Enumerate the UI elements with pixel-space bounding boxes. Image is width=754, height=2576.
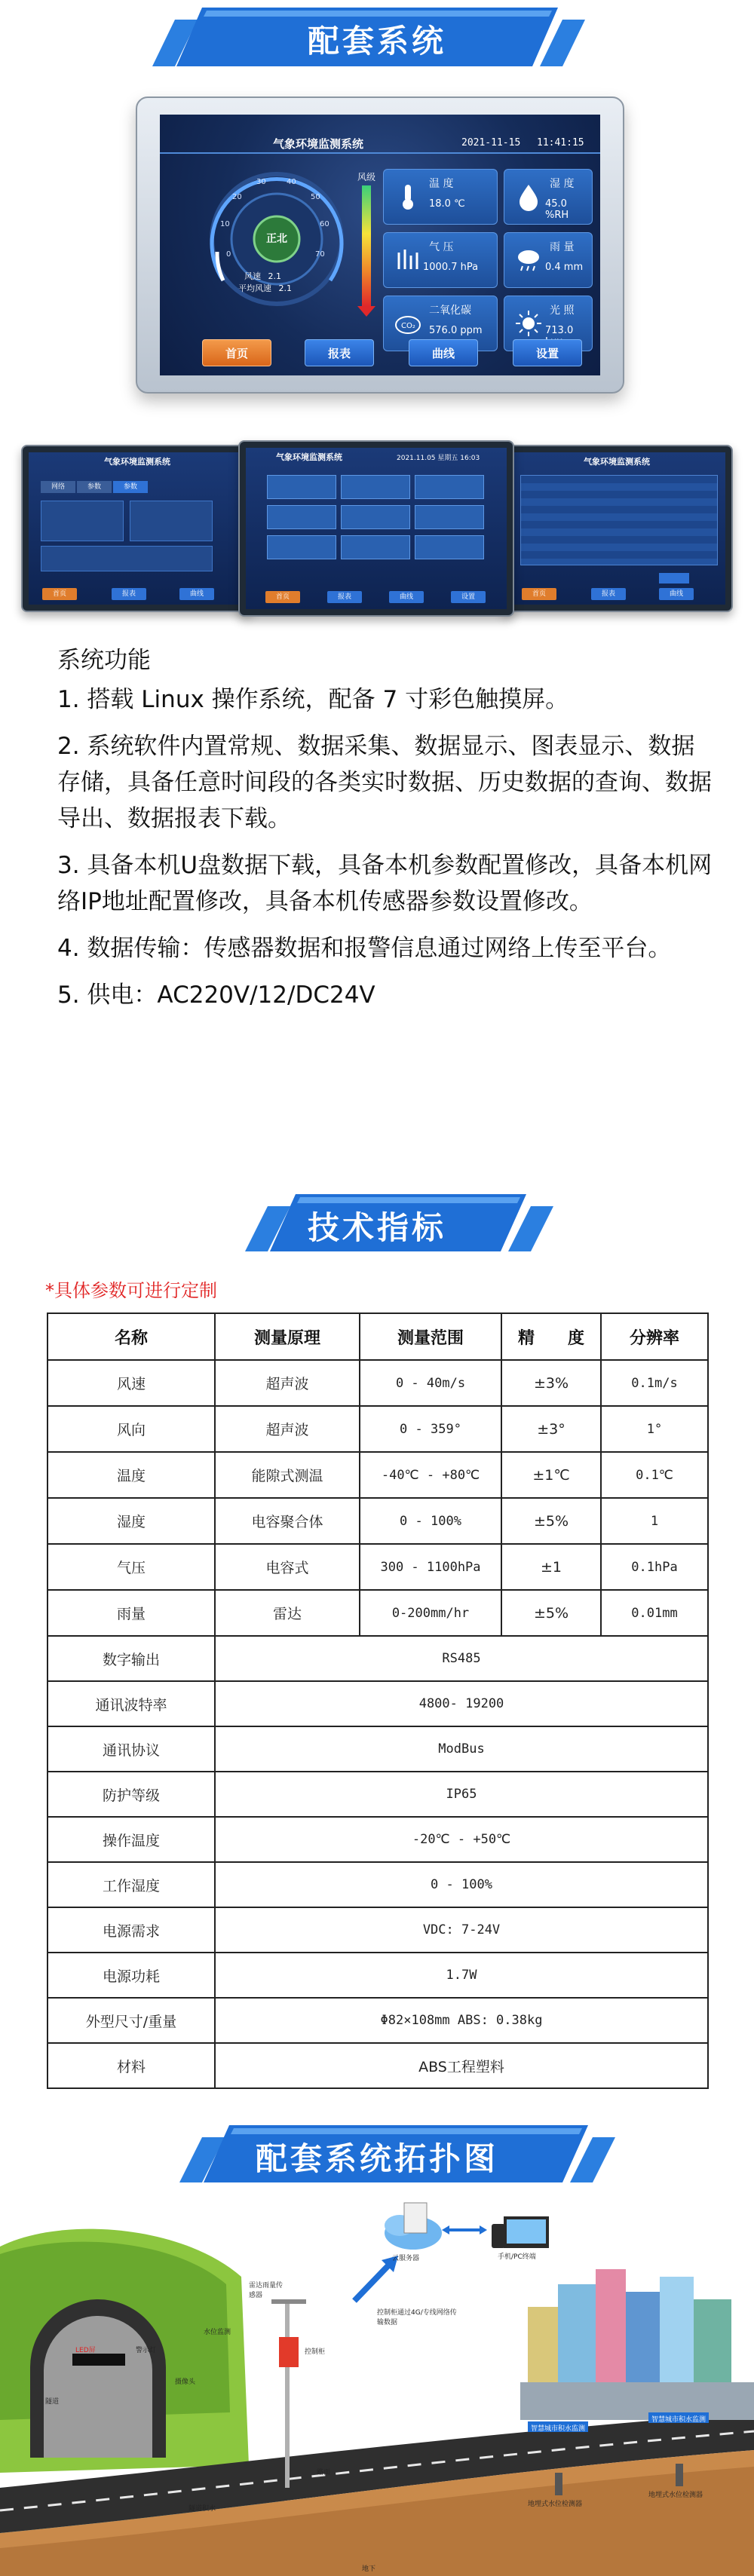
spec-header: 名称 xyxy=(48,1313,215,1360)
wind-level-label: 风级 xyxy=(357,172,376,182)
mini-title: 气象环境监测系统 xyxy=(276,452,342,462)
spec-cell: ±3% xyxy=(501,1360,601,1406)
spec-cell: 4800- 19200 xyxy=(215,1681,708,1726)
spec-cell: 超声波 xyxy=(215,1406,360,1452)
spec-cell: 0.1hPa xyxy=(601,1544,708,1590)
spec-cell: 1.7W xyxy=(215,1953,708,1998)
spec-cell: 操作温度 xyxy=(48,1817,215,1862)
section-banner-spec xyxy=(0,1184,754,1259)
spec-cell: 超声波 xyxy=(215,1360,360,1406)
spec-cell: ±5% xyxy=(501,1498,601,1544)
metric-value: 45.0 %RH xyxy=(545,198,569,221)
nav-button-home[interactable]: 首页 xyxy=(202,339,271,366)
avg-wind-value: 2.1 xyxy=(278,283,292,293)
mini-button[interactable]: 曲线 xyxy=(389,591,424,603)
water-sensor-label: 水位监测 xyxy=(204,2329,231,2336)
spec-header: 分辨率 xyxy=(601,1313,708,1360)
metric-name: 气 压 xyxy=(429,241,454,253)
spec-cell: 数字输出 xyxy=(48,1636,215,1681)
spec-cell: VDC: 7-24V xyxy=(215,1907,708,1953)
gauge-tick: 40 xyxy=(287,178,296,186)
spec-cell: 1 xyxy=(601,1498,708,1544)
cloud-server-label: 云服务器 xyxy=(392,2255,420,2262)
metric-name: 二氧化碳 xyxy=(429,305,471,317)
metric-name: 温 度 xyxy=(429,178,454,190)
tunnel-label: 隧道 xyxy=(45,2398,60,2406)
spec-cell: 雨量 xyxy=(48,1590,215,1636)
table-row xyxy=(48,1452,708,1498)
spec-table xyxy=(47,1313,709,2089)
tunnel-light-label: 警示灯 xyxy=(136,2347,157,2354)
spec-cell: 通讯协议 xyxy=(48,1726,215,1772)
gauge-tick: 30 xyxy=(256,178,266,186)
spec-cell: 300 - 1100hPa xyxy=(360,1544,501,1590)
spec-cell: 外型尺寸/重量 xyxy=(48,1998,215,2043)
spec-cell: -40℃ - +80℃ xyxy=(360,1452,501,1498)
co2-icon xyxy=(393,308,423,338)
mini-button[interactable]: 首页 xyxy=(265,591,300,603)
wind-speed-value: 2.1 xyxy=(268,271,281,281)
spec-cell: 1° xyxy=(601,1406,708,1452)
avg-wind-label: 平均风速 xyxy=(238,283,271,293)
spec-cell: 工作湿度 xyxy=(48,1862,215,1907)
mini-button[interactable]: 报表 xyxy=(591,588,626,600)
spec-cell: 电容聚合体 xyxy=(215,1498,360,1544)
spec-cell: 防护等级 xyxy=(48,1772,215,1817)
sun-icon xyxy=(513,308,544,338)
table-row xyxy=(48,1726,708,1772)
spec-cell: RS485 xyxy=(215,1636,708,1681)
controller-label: 控制柜 xyxy=(305,2348,326,2356)
table-row xyxy=(48,1817,708,1862)
metric-value: 18.0 ℃ xyxy=(429,198,465,210)
spec-cell: -20℃ - +50℃ xyxy=(215,1817,708,1862)
time-display: 11:41:15 xyxy=(537,137,584,149)
nav-button-settings[interactable]: 设置 xyxy=(513,339,582,366)
function-item: 5. 供电：AC220V/12/DC24V xyxy=(57,982,375,1009)
table-row xyxy=(48,1590,708,1636)
system-functions xyxy=(57,642,713,1013)
banner-title: 技术指标 xyxy=(307,1209,446,1246)
date-display: 2021-11-15 xyxy=(461,137,521,149)
spec-cell: 电源需求 xyxy=(48,1907,215,1953)
gauge-tick: 10 xyxy=(220,220,230,228)
metric-name: 光 照 xyxy=(550,305,575,317)
metric-card-humidity[interactable] xyxy=(504,169,593,225)
device-main xyxy=(136,96,624,394)
spec-cell: 湿度 xyxy=(48,1498,215,1544)
mini-tab[interactable]: 参数 xyxy=(77,481,112,493)
spec-cell: ±3° xyxy=(501,1406,601,1452)
spec-cell: 0 - 100% xyxy=(360,1498,501,1544)
spec-header: 测量范围 xyxy=(360,1313,501,1360)
terminal-label: 手机/PC终端 xyxy=(498,2253,536,2261)
wind-level-bar xyxy=(362,185,371,306)
mini-screen-report xyxy=(501,445,733,612)
sensor-box-label: 雷达雨量传感器 xyxy=(249,2282,284,2299)
device-screen xyxy=(160,115,600,375)
banner-title: 配套系统 xyxy=(307,23,446,60)
spec-cell: ModBus xyxy=(215,1726,708,1772)
app-title: 气象环境监测系统 xyxy=(273,137,364,151)
spec-cell: 0 - 359° xyxy=(360,1406,501,1452)
wind-level-arrow xyxy=(357,306,375,317)
section-banner-topology xyxy=(0,2115,754,2190)
table-row xyxy=(48,1772,708,1817)
spec-header: 精 度 xyxy=(501,1313,601,1360)
customization-note: *具体参数可进行定制 xyxy=(45,1280,217,1301)
base-label: 地埋式水位检测器 xyxy=(648,2492,703,2499)
spec-cell: 电源功耗 xyxy=(48,1953,215,1998)
wind-speed-label: 风速 xyxy=(244,271,261,281)
spec-cell: 通讯波特率 xyxy=(48,1681,215,1726)
topology-scene xyxy=(0,2186,754,2576)
spec-cell: Φ82×108mm ABS: 0.38kg xyxy=(215,1998,708,2043)
humidity-drop-icon xyxy=(513,182,544,212)
mini-button[interactable]: 首页 xyxy=(522,588,556,600)
function-item: 2. 系统软件内置常规、数据采集、数据显示、图表显示、数据存储，具备任意时间段的各类实时数据、历史数据的查询、数据导出、数据报表下载。 xyxy=(57,733,712,832)
mini-button[interactable]: 设置 xyxy=(451,591,486,603)
tunnel-led-label: LED屏 xyxy=(75,2347,96,2354)
rain-cloud-icon xyxy=(513,245,544,275)
mini-tab[interactable]: 网络 xyxy=(41,481,75,493)
function-item: 3. 具备本机U盘数据下载，具备本机参数配置修改，具备本机网络IP地址配置修改，具备本机传感器参数设置修改。 xyxy=(57,852,713,915)
spec-cell: 0.1m/s xyxy=(601,1360,708,1406)
mini-button[interactable]: 报表 xyxy=(327,591,362,603)
report-table xyxy=(520,475,718,565)
mini-button[interactable]: 曲线 xyxy=(659,588,694,600)
mini-title: 气象环境监测系统 xyxy=(104,457,170,467)
metric-value: 1000.7 hPa xyxy=(423,262,479,273)
function-item: 4. 数据传输：传感器数据和报警信息通过网络上传至平台。 xyxy=(57,935,672,962)
spec-header-row xyxy=(48,1313,708,1360)
tunnel-camera-label: 摄像头 xyxy=(175,2378,196,2386)
mini-button[interactable]: 报表 xyxy=(112,588,146,600)
spec-cell: 温度 xyxy=(48,1452,215,1498)
metric-name: 雨 量 xyxy=(550,241,575,253)
base-label: 地埋式水位检测器 xyxy=(528,2501,583,2508)
metric-value: 713.0 xyxy=(545,325,574,336)
functions-heading: 系统功能 xyxy=(57,647,151,674)
station-label: 智慧城市积水监测 xyxy=(531,2425,586,2433)
spec-cell: 能隙式测温 xyxy=(215,1452,360,1498)
metric-value: 576.0 ppm xyxy=(429,325,483,336)
table-row xyxy=(48,1498,708,1544)
pressure-icon xyxy=(393,245,423,275)
thermometer-icon xyxy=(393,182,423,212)
metric-card-pressure[interactable] xyxy=(383,232,498,288)
function-item: 1. 搭载 Linux 操作系统，配备 7 寸彩色触摸屏。 xyxy=(57,686,569,713)
spec-cell: 0.01mm xyxy=(601,1590,708,1636)
mini-screen-sensors xyxy=(238,440,514,617)
svg-text:CO₂: CO₂ xyxy=(401,322,415,330)
table-row xyxy=(48,1360,708,1406)
table-row xyxy=(48,1998,708,2043)
gauge-tick: 50 xyxy=(311,193,320,201)
spec-cell: 0-200mm/hr xyxy=(360,1590,501,1636)
mini-button[interactable]: 曲线 xyxy=(179,588,214,600)
metric-card-temperature[interactable] xyxy=(383,169,498,225)
station-label: 智慧城市积水监测 xyxy=(651,2416,706,2424)
spec-cell: 材料 xyxy=(48,2043,215,2088)
spec-cell: 气压 xyxy=(48,1544,215,1590)
spec-header: 测量原理 xyxy=(215,1313,360,1360)
network-label: 控制柜通过4G/专线网络传输数据 xyxy=(377,2309,457,2326)
table-row xyxy=(48,1544,708,1590)
nav-button-curve[interactable]: 曲线 xyxy=(409,339,478,366)
spec-cell: 0.1℃ xyxy=(601,1452,708,1498)
table-row xyxy=(48,1681,708,1726)
spec-cell: 雷达 xyxy=(215,1590,360,1636)
banner-title: 配套系统拓扑图 xyxy=(255,2140,498,2177)
spec-cell: 0 - 40m/s xyxy=(360,1360,501,1406)
spec-cell: ABS工程塑料 xyxy=(215,2043,708,2088)
spec-cell: ±1 xyxy=(501,1544,601,1590)
spec-cell: 电容式 xyxy=(215,1544,360,1590)
table-row xyxy=(48,1907,708,1953)
topology-diagram xyxy=(0,2186,754,2576)
section-banner-system xyxy=(0,0,754,75)
table-row xyxy=(48,1953,708,1998)
metric-name: 湿 度 xyxy=(550,178,575,190)
mini-date: 2021.11.05 星期五 16:03 xyxy=(397,455,480,462)
metric-card-rain[interactable] xyxy=(504,232,593,288)
table-row xyxy=(48,1406,708,1452)
spec-cell: 0 - 100% xyxy=(215,1862,708,1907)
mini-title: 气象环境监测系统 xyxy=(584,457,650,467)
underground-label: 地下 xyxy=(362,2565,376,2573)
gauge-tick: 20 xyxy=(232,193,242,201)
spec-cell: IP65 xyxy=(215,1772,708,1817)
gauge-tick: 60 xyxy=(320,220,329,228)
table-row xyxy=(48,1862,708,1907)
spec-cell: ±5% xyxy=(501,1590,601,1636)
mini-screen-settings xyxy=(21,445,253,612)
table-row xyxy=(48,2043,708,2088)
mini-button[interactable]: 首页 xyxy=(42,588,77,600)
mini-tab[interactable]: 参数 xyxy=(113,481,148,493)
road-label: 路面 xyxy=(317,2469,331,2476)
spec-cell: 风速 xyxy=(48,1360,215,1406)
gauge-tick: 0 xyxy=(226,250,231,259)
metric-value: 0.4 mm xyxy=(545,262,584,273)
nav-button-report[interactable]: 报表 xyxy=(305,339,374,366)
table-row xyxy=(48,1636,708,1681)
spec-cell: ±1℃ xyxy=(501,1452,601,1498)
wind-direction: 正北 xyxy=(266,233,287,245)
gauge-tick: 70 xyxy=(315,250,325,259)
spec-cell: 风向 xyxy=(48,1406,215,1452)
water-label: 隧道积水 xyxy=(188,2505,216,2513)
